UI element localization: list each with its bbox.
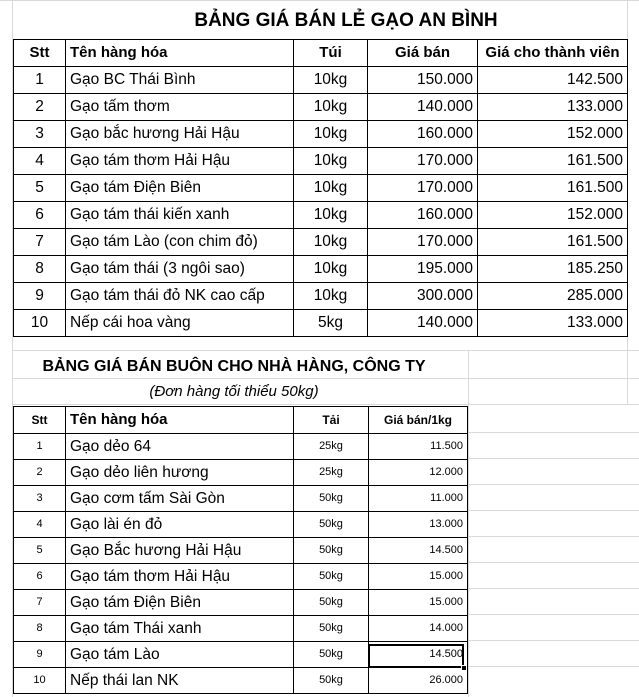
cell-load[interactable]: 25kg [294,434,369,460]
cell-load[interactable]: 50kg [294,668,369,694]
cell-product-name[interactable]: Gạo cơm tấm Sài Gòn [66,486,294,512]
table-row [14,512,468,538]
cell-price-per-kg[interactable]: 15.000 [369,564,468,590]
table-row [14,94,628,121]
cell-price-per-kg[interactable]: 14.500 [369,538,468,564]
cell-stt[interactable]: 3 [14,121,66,148]
header-price[interactable]: Giá bán [368,40,478,67]
cell-bag[interactable]: 10kg [294,202,368,229]
cell-price-per-kg[interactable]: 12.000 [369,460,468,486]
header-product-name[interactable]: Tên hàng hóa [66,407,294,434]
header-stt[interactable]: Stt [14,407,66,434]
cell-price-per-kg[interactable]: 14.000 [369,616,468,642]
cell-member-price[interactable]: 142.500 [478,67,628,94]
cell-stt[interactable]: 8 [14,256,66,283]
cell-product-name[interactable]: Gạo tám thơm Hải Hậu [66,564,294,590]
wholesale-price-table [13,406,468,694]
cell-product-name[interactable]: Gạo BC Thái Bình [66,67,294,94]
cell-product-name[interactable]: Gạo lài én đỏ [66,512,294,538]
cell-bag[interactable]: 10kg [294,229,368,256]
cell-product-name[interactable]: Gạo tám Thái xanh [66,616,294,642]
cell-stt[interactable]: 1 [14,67,66,94]
cell-product-name[interactable]: Gạo dẻo 64 [66,434,294,460]
cell-product-name[interactable]: Gạo dẻo liên hương [66,460,294,486]
cell-load[interactable]: 50kg [294,590,369,616]
table-row [14,202,628,229]
cell-stt[interactable]: 5 [14,175,66,202]
cell-price-per-kg[interactable]: 26.000 [369,668,468,694]
cell-price[interactable]: 150.000 [368,67,478,94]
table-row [14,283,628,310]
cell-bag[interactable]: 10kg [294,283,368,310]
cell-stt[interactable]: 9 [14,283,66,310]
cell-product-name[interactable]: Gạo tám thái kiến xanh [66,202,294,229]
cell-product-name[interactable]: Gạo tám Điện Biên [66,175,294,202]
cell-price-per-kg[interactable]: 13.000 [369,512,468,538]
cell-price[interactable]: 170.000 [368,175,478,202]
cell-product-name[interactable]: Nếp cái hoa vàng [66,310,294,337]
cell-stt[interactable]: 9 [14,642,66,668]
cell-price[interactable]: 140.000 [368,94,478,121]
cell-price-per-kg[interactable]: 14.500 [369,642,468,668]
cell-load[interactable]: 50kg [294,616,369,642]
cell-price-per-kg[interactable]: 15.000 [369,590,468,616]
table-row [14,538,468,564]
cell-price[interactable]: 160.000 [368,202,478,229]
cell-bag[interactable]: 10kg [294,94,368,121]
cell-member-price[interactable]: 161.500 [478,175,628,202]
table-row [14,590,468,616]
cell-product-name[interactable]: Gạo bắc hương Hải Hậu [66,121,294,148]
header-member-price[interactable]: Giá cho thành viên [478,40,628,67]
cell-stt[interactable]: 5 [14,538,66,564]
cell-member-price[interactable]: 161.500 [478,148,628,175]
cell-stt[interactable]: 1 [14,434,66,460]
table-row [14,256,628,283]
cell-member-price[interactable]: 133.000 [478,94,628,121]
table-row [14,616,468,642]
cell-price[interactable]: 170.000 [368,148,478,175]
cell-stt[interactable]: 2 [14,460,66,486]
cell-price[interactable]: 160.000 [368,121,478,148]
cell-product-name[interactable]: Gạo tám thơm Hải Hậu [66,148,294,175]
wholesale-title: BẢNG GIÁ BÁN BUÔN CHO NHÀ HÀNG, CÔNG TY [42,358,426,375]
cell-member-price[interactable]: 152.000 [478,202,628,229]
cell-load[interactable]: 50kg [294,564,369,590]
cell-price[interactable]: 140.000 [368,310,478,337]
cell-product-name[interactable]: Gạo tám thái đỏ NK cao cấp [66,283,294,310]
cell-product-name[interactable]: Gạo tám Lào (con chim đỏ) [66,229,294,256]
cell-product-name[interactable]: Nếp thái lan NK [66,668,294,694]
table-row [14,642,468,668]
cell-load[interactable]: 25kg [294,460,369,486]
cell-price[interactable]: 170.000 [368,229,478,256]
table-row [14,229,628,256]
table-row [14,564,468,590]
header-load[interactable]: Tải [294,407,369,434]
table-row [14,121,628,148]
header-product-name[interactable]: Tên hàng hóa [66,40,294,67]
cell-product-name[interactable]: Gạo tấm thơm [66,94,294,121]
cell-stt[interactable]: 10 [14,668,66,694]
retail-header-row [14,40,628,67]
retail-title: BẢNG GIÁ BÁN LẺ GẠO AN BÌNH [194,10,498,31]
cell-stt[interactable]: 7 [14,590,66,616]
cell-stt[interactable]: 4 [14,148,66,175]
cell-product-name[interactable]: Gạo tám Điện Biên [66,590,294,616]
cell-bag[interactable]: 10kg [294,121,368,148]
cell-stt[interactable]: 10 [14,310,66,337]
cell-stt[interactable]: 2 [14,94,66,121]
cell-bag[interactable]: 10kg [294,256,368,283]
cell-product-name[interactable]: Gạo Bắc hương Hải Hậu [66,538,294,564]
cell-price-per-kg[interactable]: 11.500 [369,434,468,460]
cell-price-per-kg[interactable]: 11.000 [369,486,468,512]
cell-load[interactable]: 50kg [294,512,369,538]
table-row [14,434,468,460]
table-row [14,486,468,512]
cell-product-name[interactable]: Gạo tám Lào [66,642,294,668]
table-row [14,67,628,94]
cell-stt[interactable]: 6 [14,564,66,590]
cell-member-price[interactable]: 185.250 [478,256,628,283]
wholesale-header-row [14,407,468,434]
cell-member-price[interactable]: 133.000 [478,310,628,337]
cell-product-name[interactable]: Gạo tám thái (3 ngôi sao) [66,256,294,283]
wholesale-subtitle: (Đơn hàng tối thiểu 50kg) [149,383,319,400]
table-row [14,310,628,337]
cell-bag[interactable]: 5kg [294,310,368,337]
cell-load[interactable]: 50kg [294,538,369,564]
cell-stt[interactable]: 8 [14,616,66,642]
cell-price[interactable]: 195.000 [368,256,478,283]
cell-member-price[interactable]: 161.500 [478,229,628,256]
header-bag[interactable]: Túi [294,40,368,67]
cell-stt[interactable]: 3 [14,486,66,512]
table-row [14,460,468,486]
cell-load[interactable]: 50kg [294,642,369,668]
cell-stt[interactable]: 4 [14,512,66,538]
cell-member-price[interactable]: 152.000 [478,121,628,148]
cell-price[interactable]: 300.000 [368,283,478,310]
cell-member-price[interactable]: 285.000 [478,283,628,310]
table-row [14,148,628,175]
table-row [14,668,468,694]
cell-stt[interactable]: 6 [14,202,66,229]
retail-price-table [13,39,628,337]
header-price-per-kg[interactable]: Giá bán/1kg [369,407,468,434]
fill-handle[interactable] [461,665,467,671]
cell-bag[interactable]: 10kg [294,148,368,175]
cell-load[interactable]: 50kg [294,486,369,512]
cell-bag[interactable]: 10kg [294,67,368,94]
table-row [14,175,628,202]
cell-stt[interactable]: 7 [14,229,66,256]
header-stt[interactable]: Stt [14,40,66,67]
cell-bag[interactable]: 10kg [294,175,368,202]
